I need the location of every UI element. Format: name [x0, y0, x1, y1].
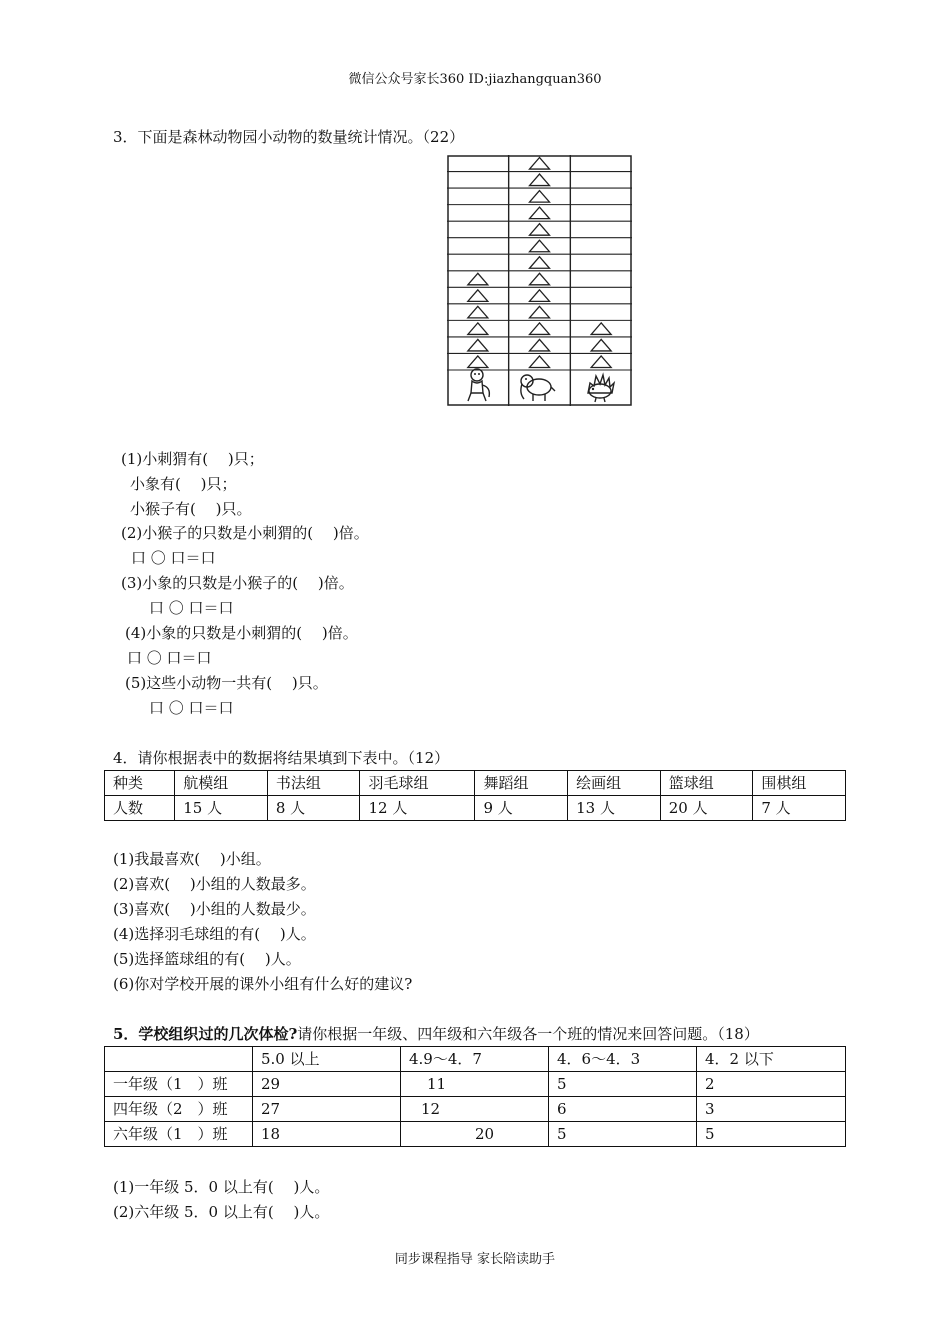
- triangle-mark: [468, 290, 488, 302]
- q4-line-5: (5)选择篮球组的有( )人。: [113, 950, 301, 968]
- q3-equation-4: 口 〇 口＝口: [149, 699, 234, 717]
- table-cell: 一年级（1 ）班: [105, 1072, 253, 1097]
- triangle-mark: [468, 273, 488, 285]
- table-row: [105, 1097, 846, 1122]
- table-cell: 4．6～4．3: [549, 1047, 697, 1072]
- question-3-title: 3．下面是森林动物园小动物的数量统计情况。（22）: [113, 128, 465, 146]
- table-cell: 人数: [105, 796, 175, 821]
- table-row: [105, 796, 846, 821]
- table-row: [105, 771, 846, 796]
- triangle-mark: [530, 207, 550, 219]
- table-cell: 5: [549, 1072, 697, 1097]
- page-footer: 同步课程指导 家长陪读助手: [394, 1252, 556, 1267]
- triangle-mark: [591, 356, 611, 368]
- interest-group-table: [104, 770, 846, 821]
- table-cell: 4.9～4．7: [401, 1047, 549, 1072]
- question-5-title-bold: 5．学校组织过的几次体检?: [113, 1025, 298, 1043]
- q5-line-1: (1)一年级 5．0 以上有( )人。: [113, 1178, 330, 1196]
- table-cell: 六年级（1 ）班: [105, 1122, 253, 1147]
- table-cell: 6: [549, 1097, 697, 1122]
- triangle-mark: [530, 290, 550, 302]
- table-cell: 绘画组: [568, 771, 661, 796]
- table-cell: 航模组: [175, 771, 268, 796]
- table-cell: 9 人: [475, 796, 568, 821]
- question-5-title: [113, 1023, 759, 1044]
- q4-line-3: (3)喜欢( )小组的人数最少。: [113, 900, 316, 918]
- triangle-mark: [530, 158, 550, 170]
- q3-line-2: 小象有( )只；: [130, 475, 237, 493]
- table-cell: 29: [253, 1072, 401, 1097]
- q3-line-6: (4)小象的只数是小刺猬的( )倍。: [125, 624, 358, 642]
- table-cell: 篮球组: [660, 771, 753, 796]
- q4-line-2: (2)喜欢( )小组的人数最多。: [113, 875, 316, 893]
- table-cell: 12 人: [360, 796, 475, 821]
- triangle-mark: [530, 174, 550, 186]
- triangle-mark: [591, 339, 611, 351]
- table-cell: 书法组: [267, 771, 360, 796]
- table-cell: 7 人: [753, 796, 846, 821]
- triangle-mark: [468, 306, 488, 318]
- table-cell: [105, 1047, 253, 1072]
- monkey-icon: [468, 369, 489, 401]
- q3-line-7: (5)这些小动物一共有( )只。: [125, 674, 328, 692]
- q3-line-4: (2)小猴子的只数是小刺猬的( )倍。: [121, 524, 369, 542]
- question-5-title-rest: 请你根据一年级、四年级和六年级各一个班的情况来回答问题。（18）: [297, 1025, 759, 1043]
- table-cell: 4．2 以下: [697, 1047, 846, 1072]
- q3-equation-1: 口 〇 口＝口: [131, 549, 216, 567]
- triangle-mark: [530, 356, 550, 368]
- q3-line-1: (1)小刺猬有( )只；: [121, 450, 264, 468]
- chart-grid: [447, 155, 632, 406]
- triangle-mark: [530, 191, 550, 203]
- q5-line-2: (2)六年级 5．0 以上有( )人。: [113, 1203, 330, 1221]
- q4-line-1: (1)我最喜欢( )小组。: [113, 850, 271, 868]
- table-cell: 种类: [105, 771, 175, 796]
- q3-line-5: (3)小象的只数是小猴子的( )倍。: [121, 574, 354, 592]
- table-cell: 2: [697, 1072, 846, 1097]
- table-cell: 15 人: [175, 796, 268, 821]
- q3-equation-2: 口 〇 口＝口: [149, 599, 234, 617]
- triangle-mark: [530, 273, 550, 285]
- table-cell: 5.0 以上: [253, 1047, 401, 1072]
- table-cell: 27: [253, 1097, 401, 1122]
- table-cell: 5: [549, 1122, 697, 1147]
- table-cell: 20 人: [660, 796, 753, 821]
- pictograph-chart: [447, 155, 632, 406]
- triangle-mark: [530, 339, 550, 351]
- q3-line-3: 小猴子有( )只。: [130, 500, 252, 518]
- table-row: [105, 1122, 846, 1147]
- table-row: [105, 1072, 846, 1097]
- table-cell: 11: [401, 1072, 549, 1097]
- elephant-icon: [521, 375, 555, 401]
- question-4-title: 4．请你根据表中的数据将结果填到下表中。（12）: [113, 749, 450, 767]
- eyesight-table: [104, 1046, 846, 1147]
- table-cell: 羽毛球组: [360, 771, 475, 796]
- table-cell: 12: [401, 1097, 549, 1122]
- triangle-mark: [591, 323, 611, 335]
- table-row: [105, 1047, 846, 1072]
- chart-marks: [468, 158, 611, 368]
- table-cell: 18: [253, 1122, 401, 1147]
- triangle-mark: [530, 240, 550, 252]
- table-cell: 5: [697, 1122, 846, 1147]
- triangle-mark: [530, 257, 550, 269]
- q3-equation-3: 口 〇 口＝口: [127, 649, 212, 667]
- table-cell: 8 人: [267, 796, 360, 821]
- triangle-mark: [468, 323, 488, 335]
- triangle-mark: [530, 323, 550, 335]
- table-cell: 围棋组: [753, 771, 846, 796]
- q4-line-4: (4)选择羽毛球组的有( )人。: [113, 925, 316, 943]
- table-cell: 13 人: [568, 796, 661, 821]
- table-cell: 20: [401, 1122, 549, 1147]
- triangle-mark: [468, 339, 488, 351]
- triangle-mark: [530, 224, 550, 236]
- triangle-mark: [468, 356, 488, 368]
- triangle-mark: [530, 306, 550, 318]
- hedgehog-icon: [588, 375, 614, 402]
- table-cell: 3: [697, 1097, 846, 1122]
- table-cell: 舞蹈组: [475, 771, 568, 796]
- table-cell: 四年级（2 ）班: [105, 1097, 253, 1122]
- page-header: 微信公众号家长360 ID:jiazhangquan360: [348, 72, 602, 87]
- q4-line-6: (6)你对学校开展的课外小组有什么好的建议?: [113, 975, 413, 993]
